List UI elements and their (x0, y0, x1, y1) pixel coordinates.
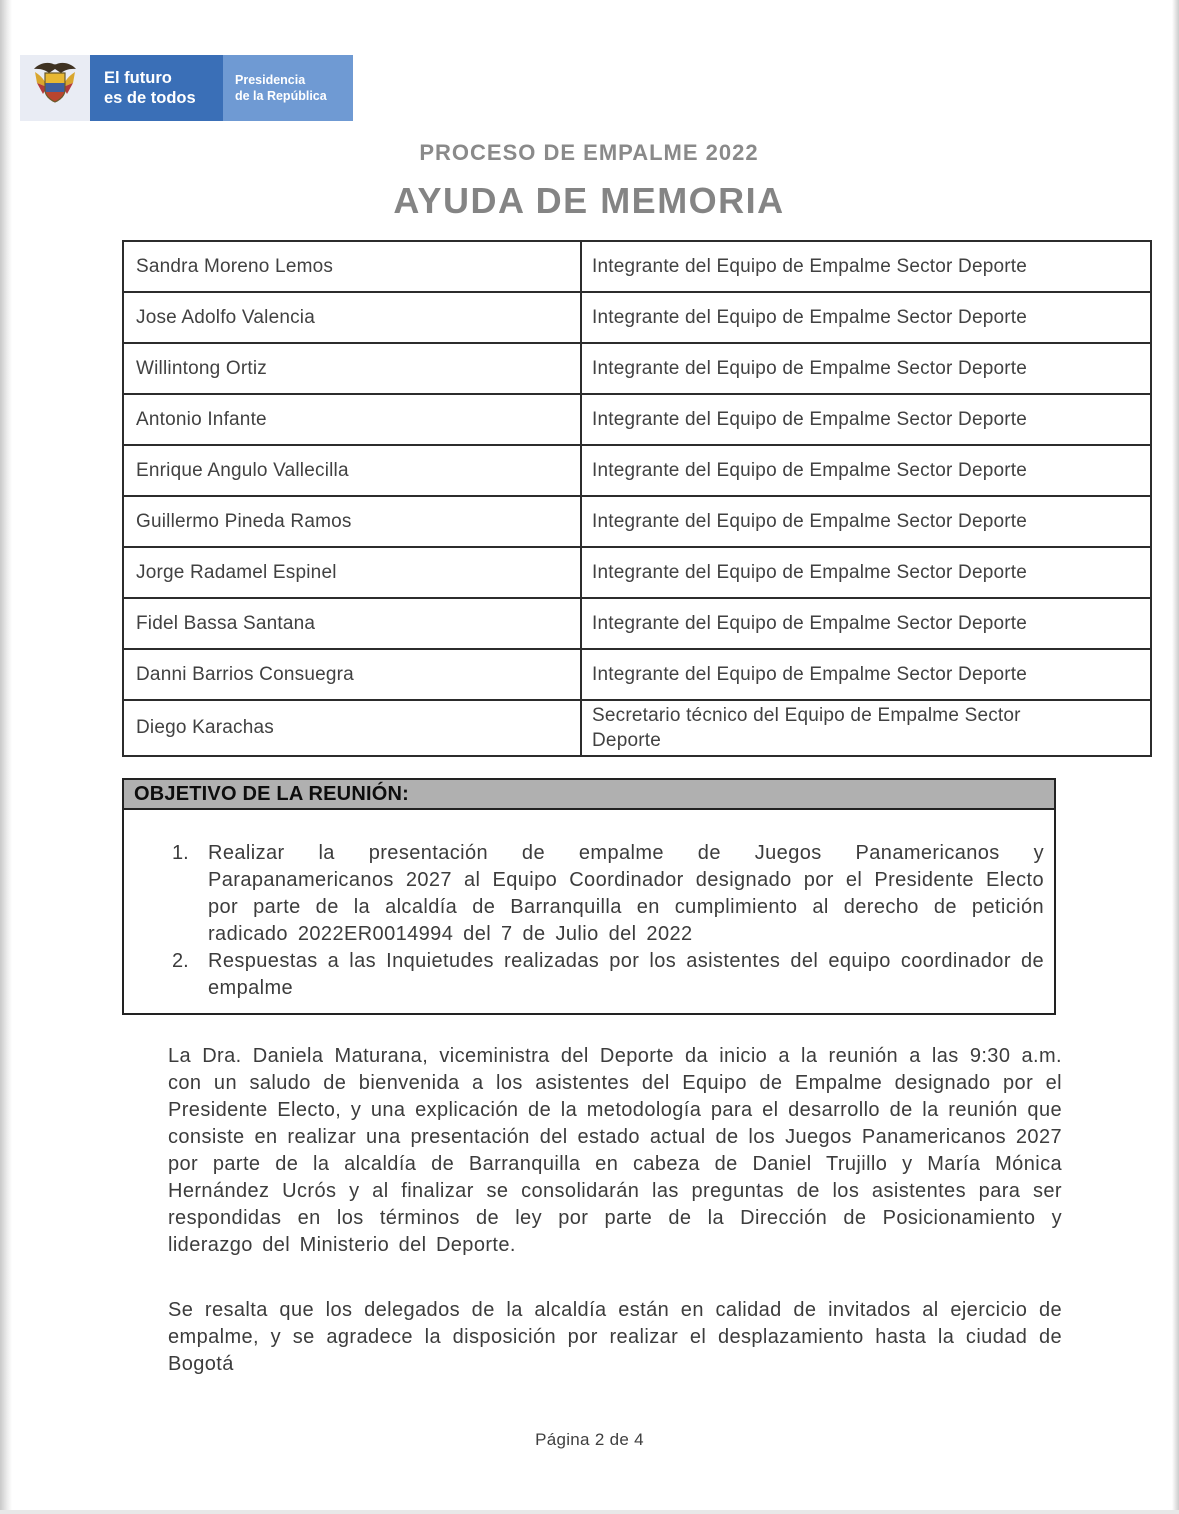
attendee-name: Antonio Infante (123, 394, 581, 445)
table-row (123, 700, 1151, 756)
list-item-number: 1. (172, 842, 189, 864)
attendee-name: Guillermo Pineda Ramos (123, 496, 581, 547)
table-row (123, 241, 1151, 292)
document-title: AYUDA DE MEMORIA (393, 180, 785, 221)
slogan-box (90, 55, 223, 121)
table-row (123, 649, 1151, 700)
attendee-name: Fidel Bassa Santana (123, 598, 581, 649)
objective-list (172, 840, 1044, 1002)
attendee-name: Willintong Ortiz (123, 343, 581, 394)
attendees-table (122, 240, 1152, 757)
attendee-role: Integrante del Equipo de Empalme Sector Deporte (581, 649, 1151, 700)
table-row (123, 496, 1151, 547)
table-row (123, 547, 1151, 598)
slogan-line1: El futuro (104, 69, 172, 87)
government-logo-bar (20, 55, 353, 121)
scan-edge-right (1172, 0, 1179, 1514)
attendee-role: Integrante del Equipo de Empalme Sector Deporte (581, 547, 1151, 598)
list-item-text: Respuestas a las Inquietudes realizadas por los asistentes del equipo coordinador de empalme (208, 950, 1044, 999)
body-paragraph-2: Se resalta que los delegados de la alcaldía están en calidad de invitados al ejercicio de empalme, y se agradece la disposición por realizar el desplazamiento hasta la ciudad de Bogotá (168, 1299, 1062, 1375)
attendee-role: Integrante del Equipo de Empalme Sector Deporte (581, 598, 1151, 649)
scan-edge-bottom (0, 1510, 1179, 1514)
document-supertitle: PROCESO DE EMPALME 2022 (419, 140, 759, 165)
body-paragraph-1: La Dra. Daniela Maturana, viceministra del Deporte da inicio a la reunión a las 9:30 a.m. con un saludo de bienvenida a los asistentes del Equipo de Empalme designado por el Presidente Electo, y una explicación de la metodología para el desarrollo de la reunión que consiste en realizar una presentación del estado actual de los Juegos Panamericanos 2027 por parte de la alcaldía de Barranquilla en cabeza de Daniel Trujillo y María Mónica Hernández Ucrós y al finalizar se consolidarán las preguntas de los asistentes para ser respondidas en los términos de ley por parte de la Dirección de Posicionamiento y liderazgo del Ministerio del Deporte. (168, 1045, 1062, 1256)
table-row (123, 343, 1151, 394)
crest-box (20, 55, 90, 121)
attendee-role: Integrante del Equipo de Empalme Sector Deporte (581, 292, 1151, 343)
attendee-role: Secretario técnico del Equipo de Empalme Sector Deporte (581, 700, 1151, 756)
attendee-name: Jorge Radamel Espinel (123, 547, 581, 598)
attendee-role: Integrante del Equipo de Empalme Sector Deporte (581, 241, 1151, 292)
attendee-role: Integrante del Equipo de Empalme Sector Deporte (581, 343, 1151, 394)
attendee-name: Sandra Moreno Lemos (123, 241, 581, 292)
entity-line2: de la República (235, 89, 327, 103)
attendee-role: Integrante del Equipo de Empalme Sector Deporte (581, 394, 1151, 445)
entity-box (223, 55, 353, 121)
attendee-name: Diego Karachas (123, 700, 581, 756)
entity-line1: Presidencia (235, 73, 306, 87)
list-item (172, 948, 1044, 1002)
attendee-name: Enrique Angulo Vallecilla (123, 445, 581, 496)
table-row (123, 598, 1151, 649)
objective-box (122, 810, 1056, 1015)
list-item-number: 2. (172, 950, 189, 972)
scan-edge-left (0, 0, 12, 1514)
page-number-footer: Página 2 de 4 (535, 1430, 644, 1449)
list-item (172, 840, 1044, 948)
table-row (123, 292, 1151, 343)
attendee-role: Integrante del Equipo de Empalme Sector Deporte (581, 496, 1151, 547)
objective-heading: OBJETIVO DE LA REUNIÓN: (122, 778, 1056, 810)
attendee-name: Danni Barrios Consuegra (123, 649, 581, 700)
attendee-role: Integrante del Equipo de Empalme Sector Deporte (581, 445, 1151, 496)
slogan-line2: es de todos (104, 89, 196, 107)
attendee-name: Jose Adolfo Valencia (123, 292, 581, 343)
table-row (123, 445, 1151, 496)
table-row (123, 394, 1151, 445)
list-item-text: Realizar la presentación de empalme de Juegos Panamericanos y Parapanamericanos 2027 al Equipo Coordinador designado por el Presidente Electo por parte de la alcaldía de Barranquilla en cumplimiento al derecho de petición radicado 2022ER0014994 del 7 de Julio del 2022 (208, 842, 1044, 945)
colombia-coat-of-arms-icon (31, 60, 79, 117)
